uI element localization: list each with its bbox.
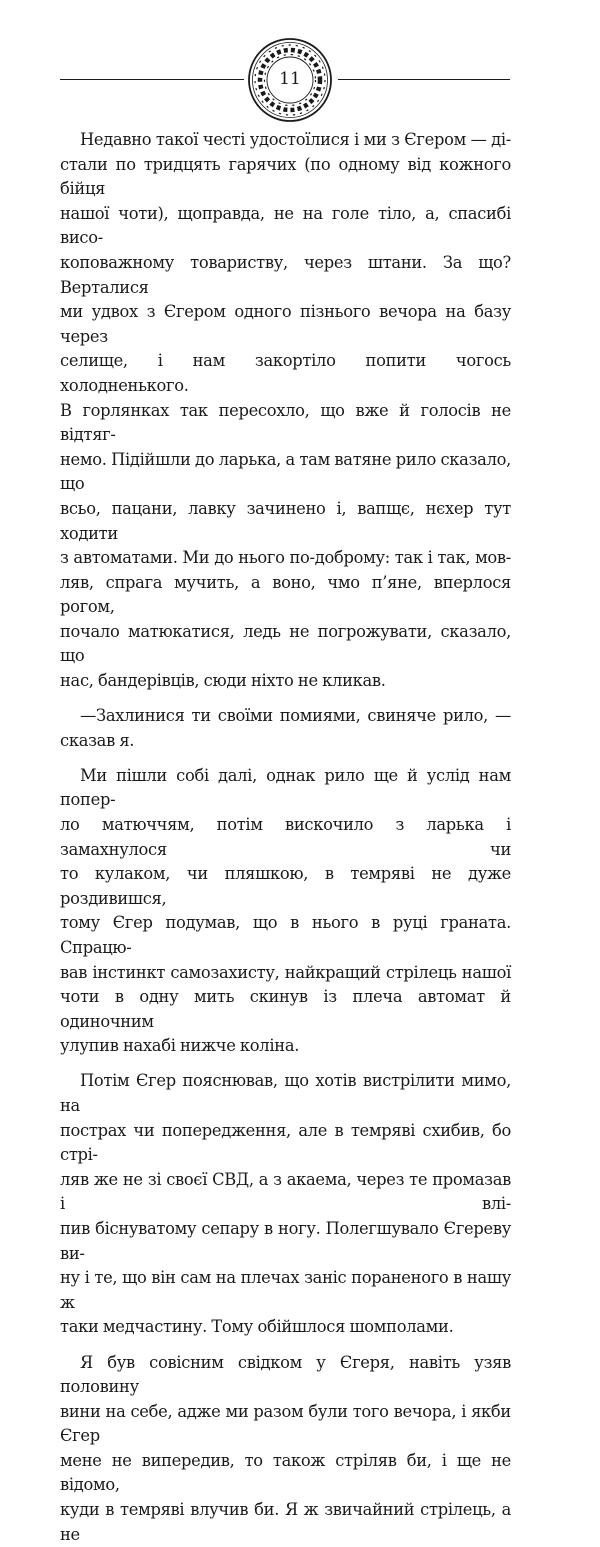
text-line: нашої чоти), щоправда, не на голе тіло, а, спасибі висо- [60, 202, 511, 251]
body-text [60, 128, 511, 1547]
text-line: ну і те, що він сам на плечах заніс пораненого в нашу ж [60, 1266, 511, 1315]
text-line: селище, і нам закортіло попити чогось холодненького. [60, 349, 511, 398]
text-line: куди в темряві влучив би. Я ж звичайний стрілець, а не [60, 1498, 511, 1547]
text-line: вав інстинкт самозахисту, найкращий стрілець нашої [60, 961, 511, 986]
text-line: Я був совісним свідком у Єгеря, навіть узяв половину [60, 1351, 511, 1400]
text-line: всьо, пацани, лавку зачинено і, вапщє, нєхер тут ходити [60, 497, 511, 546]
text-line: таки медчастину. Тому обійшлося шомполами. [60, 1315, 511, 1340]
paragraph-4 [60, 1069, 511, 1340]
text-line: ляв же не зі своєї СВД, а з акаема, через те промазав і влі- [60, 1168, 511, 1217]
text-line: —Захлинися ти своїми помиями, свиняче рило, — [60, 704, 511, 729]
text-line: ми удвох з Єгером одного пізнього вечора на базу через [60, 300, 511, 349]
page-number: 11 [263, 64, 317, 94]
text-line: то кулаком, чи пляшкою, в темряві не дуже роздивишся, [60, 862, 511, 911]
text-line: стали по тридцять гарячих (по одному від кожного бійця [60, 153, 511, 202]
header-rule-left [60, 79, 244, 80]
text-line: пострах чи попередження, але в темряві схибив, бо стрі- [60, 1119, 511, 1168]
text-line: нас, бандерівців, сюди ніхто не кликав. [60, 669, 511, 694]
text-line: з автоматами. Ми до нього по-доброму: так і так, мов- [60, 546, 511, 571]
header-rule-right [338, 79, 510, 80]
paragraph-1 [60, 128, 511, 694]
paragraph-2 [60, 704, 511, 753]
text-line: Ми пішли собі далі, однак рило ще й услід нам попер- [60, 764, 511, 813]
paragraph-3 [60, 764, 511, 1059]
text-line: В горлянках так пересохло, що вже й голосів не відтяг- [60, 399, 511, 448]
text-line: ло матюччям, потім вискочило з ларька і замахнулося чи [60, 813, 511, 862]
paragraph-5 [60, 1351, 511, 1547]
text-line: коповажному товариству, через штани. За що? Верталися [60, 251, 511, 300]
text-line: почало матюкатися, ледь не погрожувати, сказало, що [60, 620, 511, 669]
text-line: пив біснуватому сепару в ногу. Полегшувало Єгереву ви- [60, 1217, 511, 1266]
text-line: чоти в одну мить скинув із плеча автомат й одиночним [60, 985, 511, 1034]
text-line: Потім Єгер пояснював, що хотів вистрілити мимо, на [60, 1069, 511, 1118]
text-line: немо. Підійшли до ларька, а там ватяне рило сказало, що [60, 448, 511, 497]
text-line: мене не випередив, то також стріляв би, і ще не відомо, [60, 1449, 511, 1498]
text-line: ляв, спрага мучить, а воно, чмо п’яне, вперлося рогом, [60, 571, 511, 620]
text-line: сказав я. [60, 729, 511, 754]
text-line: вини на себе, адже ми разом були того вечора, і якби Єгер [60, 1400, 511, 1449]
text-line: тому Єгер подумав, що в нього в руці граната. Спрацю- [60, 911, 511, 960]
text-line: Недавно такої честі удостоїлися і ми з Єгером — ді- [60, 128, 511, 153]
text-line: улупив нахабі нижче коліна. [60, 1034, 511, 1059]
